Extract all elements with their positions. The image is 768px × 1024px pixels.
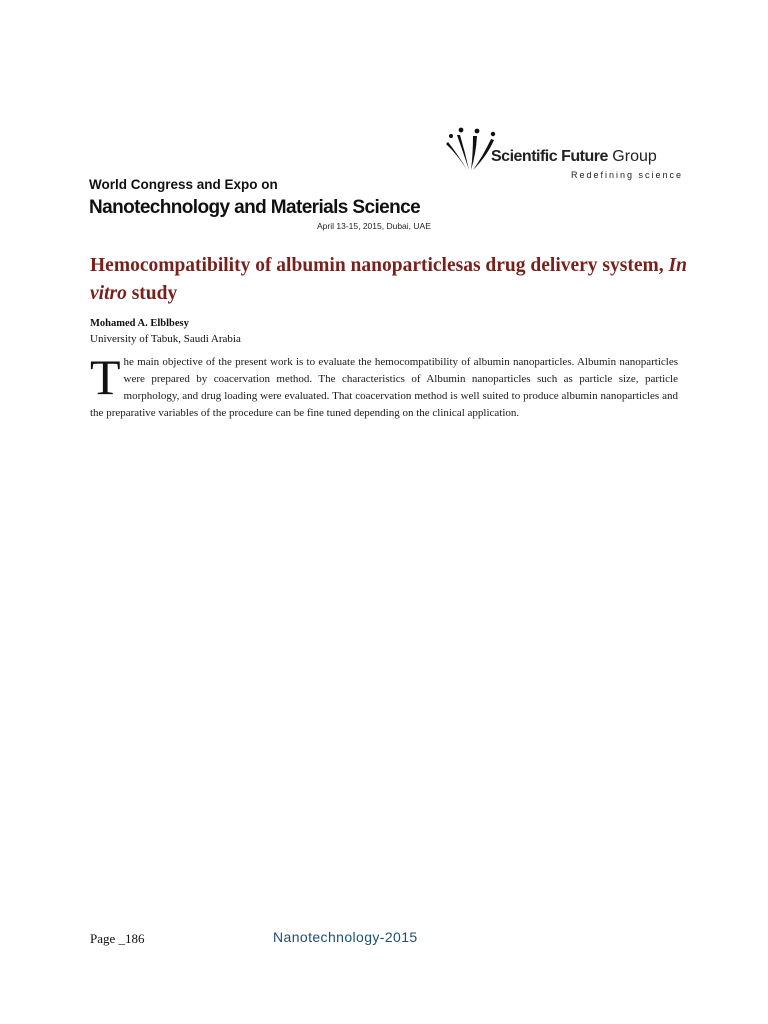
scientific-future-group-logo [443,126,683,186]
conference-series: World Congress and Expo on [89,177,278,192]
paper-abstract [90,349,678,422]
conference-date-place: April 13-15, 2015, Dubai, UAE [317,221,431,231]
logo-name: Scientific Future Group [491,148,657,165]
paper-author: Mohamed A. Elblbesy [90,318,189,329]
paper-affiliation: University of Tabuk, Saudi Arabia [90,333,241,345]
conference-title: Nanotechnology and Materials Science [89,197,421,218]
page-number: Page _186 [90,931,145,946]
abstract-drop-cap: T [90,349,121,405]
footer-title: Nanotechnology-2015 [273,929,418,945]
people-swoosh-icon [443,126,497,172]
abstract-text: he main objective of the present work is to evaluate the hemocompatibility of albumin nanoparticles. Albumin nanoparticles were prepared by coacervation method. The characteristics of Albumin nanoparticles such as particle size, particle morphology, and drug loading were evaluated. That coacervation method is well suited to produce albumin nanoparticles and the preparative variables of the procedure can be fine tuned depending on the clinical application. [90,356,678,419]
paper-title: Hemocompatibility of albumin nanoparticlesas drug delivery system, In vitro study [90,255,687,304]
logo-tagline: Redefining science [571,170,684,180]
